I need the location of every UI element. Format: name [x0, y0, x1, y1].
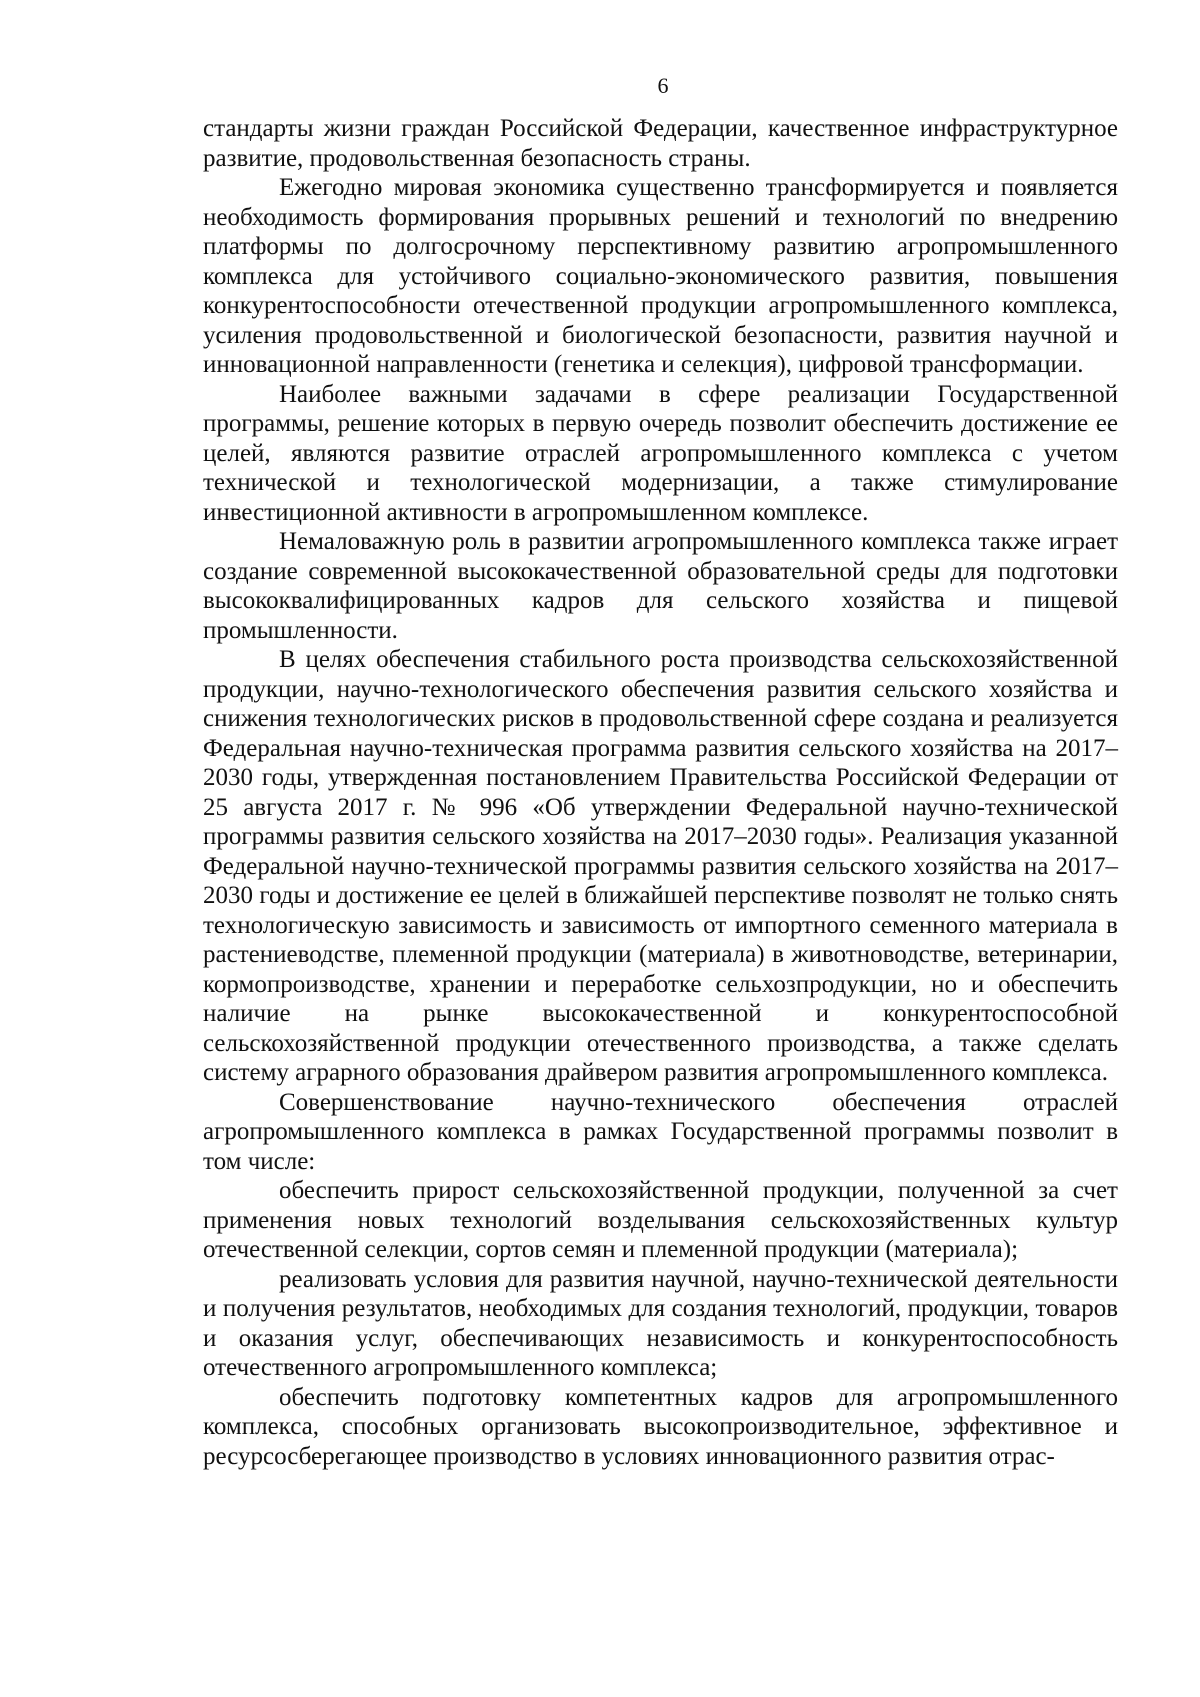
paragraph-key-tasks: Наиболее важными задачами в сфере реализации Государственной программы, решение которых в первую очередь позволит обеспечить достижение ее целей, являются развитие отраслей агропромышленного комплекса с учетом технической и технологической модернизации, а также стимулирование инвестиционной активности в агропромышленном комплексе.	[203, 380, 1118, 526]
paragraph-federal-program: В целях обеспечения стабильного роста производства сельскохозяйственной продукции, научно-технологического обеспечения развития сельского хозяйства и снижения технологических рисков в продовольственной сфере создана и реализуется Федеральная научно-техническая программа развития сельского хозяйства на 2017–2030 годы, утвержденная постановлением Правительства Российской Федерации от 25 августа 2017 г. № 996 «Об утверждении Федеральной научно-технической программы развития сельского хозяйства на 2017–2030 годы». Реализация указанной Федеральной научно-технической программы развития сельского хозяйства на 2017–2030 годы и достижение ее целей в ближайшей перспективе позволят не только снять технологическую зависимость и зависимость от импортного семенного материала в растениеводстве, племенной продукции (материала) в животноводстве, ветеринарии, кормопроизводстве, хранении и переработке сельхозпродукции, но и обеспечить наличие на рынке высококачественной и конкурентоспособной сельскохозяйственной продукции отечественного производства, а также сделать систему аграрного образования драйвером развития агропромышленного комплекса.	[203, 646, 1118, 1086]
paragraph-improvement-intro: Совершенствование научно-технического обеспечения отраслей агропромышленного комплекса в рамках Государственной программы позволит в том числе:	[203, 1088, 1118, 1175]
list-item-research-conditions: реализовать условия для развития научной, научно-технической деятельности и получения результатов, необходимых для создания технологий, продукции, товаров и оказания услуг, обеспечивающих независимость и конкурентоспособность отечественного агропромышленного комплекса;	[203, 1265, 1118, 1381]
list-item-personnel-training: обеспечить подготовку компетентных кадров для агропромышленного комплекса, способных организовать высокопроизводительное, эффективное и ресурсосберегающее производство в условиях инновационного развития отрас-	[203, 1383, 1118, 1470]
paragraph-continuation: стандарты жизни граждан Российской Федерации, качественное инфраструктурное развитие, продовольственная безопасность страны.	[203, 115, 1118, 172]
document-body	[203, 114, 1118, 1471]
list-item-production-growth: обеспечить прирост сельскохозяйственной продукции, полученной за счет применения новых технологий возделывания сельскохозяйственных культур отечественной селекции, сортов семян и племенной продукции (материала);	[203, 1177, 1118, 1263]
paragraph-education: Немаловажную роль в развитии агропромышленного комплекса также играет создание современной высококачественной образовательной среды для подготовки высококвалифицированных кадров для сельского хозяйства и пищевой промышленности.	[203, 528, 1118, 644]
page-number: 6	[657, 73, 669, 98]
paragraph-world-economy: Ежегодно мировая экономика существенно трансформируется и появляется необходимость формирования прорывных решений и технологий по внедрению платформы по долгосрочному перспективному развитию агропромышленного комплекса для устойчивого социально-экономического развития, повышения конкурентоспособности отечественной продукции агропромышленного комплекса, усиления продовольственной и биологической безопасности, развития научной и инновационной направленности (генетика и селекция), цифровой трансформации.	[203, 174, 1118, 378]
